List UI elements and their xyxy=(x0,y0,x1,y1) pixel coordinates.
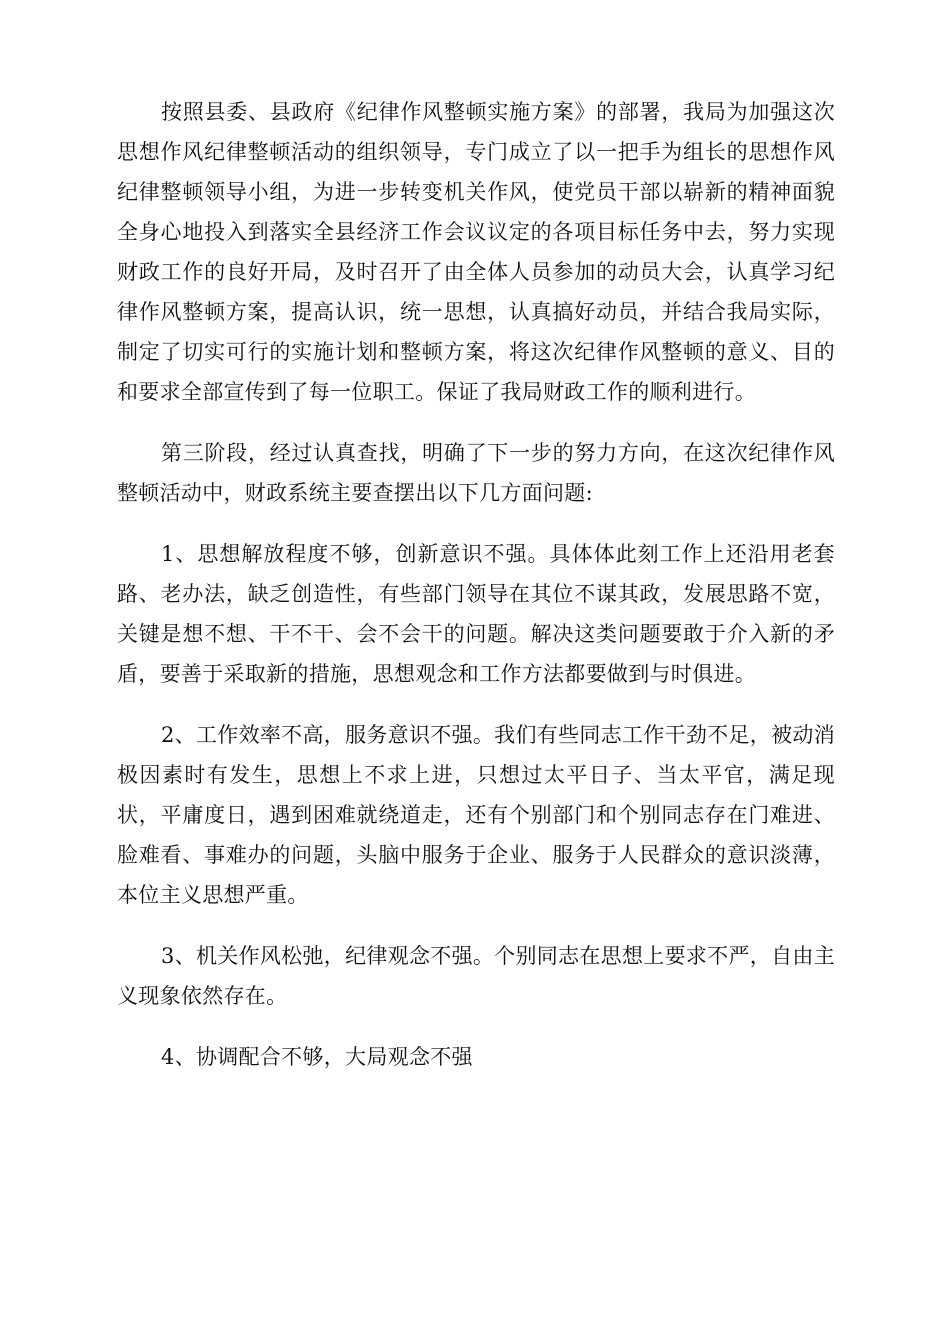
paragraph-issue-3: 3、机关作风松弛，纪律观念不强。个别同志在思想上要求不严，自由主义现象依然存在。 xyxy=(117,944,835,1008)
document-body xyxy=(117,92,835,1098)
paragraph-implementation: 按照县委、县政府《纪律作风整顿实施方案》的部署，我局为加强这次思想作风纪律整顿活动的组织领导，专门成立了以一把手为组长的思想作风纪律整顿领导小组，为进一步转变机关作风，使党员干部以崭新的精神面貌全身心地投入到落实全县经济工作会议议定的各项目标任务中去，努力实现财政工作的良好开局，及时召开了由全体人员参加的动员大会，认真学习纪律作风整顿方案，提高认识，统一思想，认真搞好动员，并结合我局实际，制定了切实可行的实施计划和整顿方案，将这次纪律作风整顿的意义、目的和要求全部宣传到了每一位职工。保证了我局财政工作的顺利进行。 xyxy=(117,100,835,404)
paragraph-issue-1: 1、思想解放程度不够，创新意识不强。具体体此刻工作上还沿用老套路、老办法，缺乏创造性，有些部门领导在其位不谋其政，发展思路不宽，关键是想不想、干不干、会不会干的问题。解决这类问题要敢于介入新的矛盾，要善于采取新的措施，思想观念和工作方法都要做到与时俱进。 xyxy=(117,542,835,686)
paragraph-third-stage: 第三阶段，经过认真查找，明确了下一步的努力方向，在这次纪律作风整顿活动中，财政系统主要查摆出以下几方面问题: xyxy=(117,441,835,505)
paragraph-issue-4: 4、协调配合不够，大局观念不强 xyxy=(161,1045,473,1069)
paragraph-issue-2: 2、工作效率不高，服务意识不强。我们有些同志工作干劲不足，被动消极因素时有发生，思想上不求上进，只想过太平日子、当太平官，满足现状，平庸度日，遇到困难就绕道走，还有个别部门和个别同志存在门难进、脸难看、事难办的问题，头脑中服务于企业、服务于人民群众的意识淡薄，本位主义思想严重。 xyxy=(117,723,835,907)
